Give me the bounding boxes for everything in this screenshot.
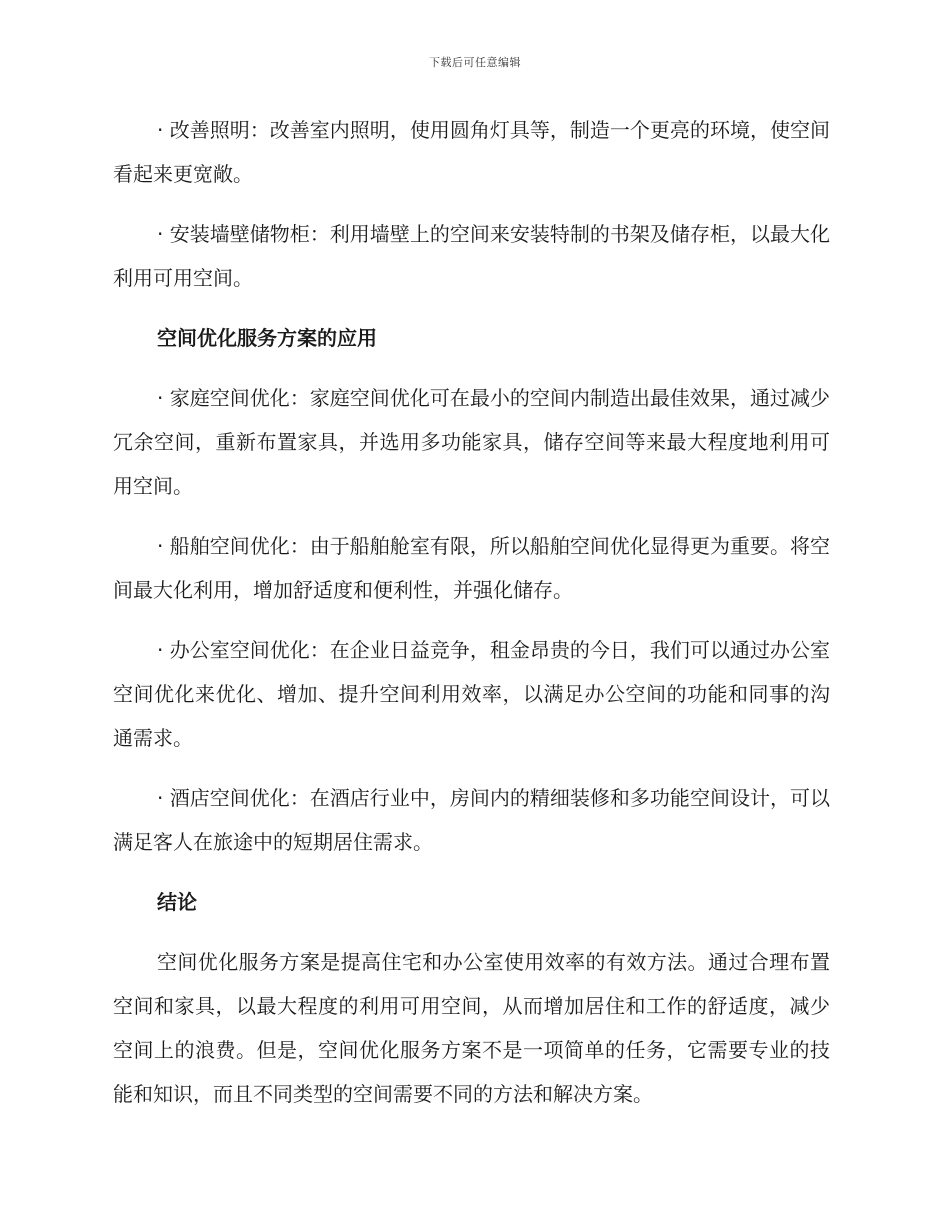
document-body	[113, 108, 830, 1132]
paragraph-office-optimization: · 办公室空间优化：在企业日益竞争，租金昂贵的今日，我们可以通过办公室空间优化来优化、增加、提升空间利用效率，以满足办公空间的功能和同事的沟通需求。	[113, 638, 830, 750]
header-note: 下载后可任意编辑	[429, 56, 521, 69]
paragraph-wall-storage: · 安装墙壁储物柜：利用墙壁上的空间来安装特制的书架及储存柜，以最大化利用可用空间。	[113, 222, 830, 290]
paragraph-conclusion: 空间优化服务方案是提高住宅和办公室使用效率的有效方法。通过合理布置空间和家具，以最大程度的利用可用空间，从而增加居住和工作的舒适度，减少空间上的浪费。但是，空间优化服务方案不是一项简单的任务，它需要专业的技能和知识，而且不同类型的空间需要不同的方法和解决方案。	[113, 950, 830, 1106]
section-heading-conclusion: 结论	[157, 890, 197, 914]
paragraph-ship-optimization: · 船舶空间优化：由于船舶舱室有限，所以船舶空间优化显得更为重要。将空间最大化利用，增加舒适度和便利性，并强化储存。	[113, 534, 830, 602]
paragraph-hotel-optimization: · 酒店空间优化：在酒店行业中，房间内的精细装修和多功能空间设计，可以满足客人在旅途中的短期居住需求。	[113, 786, 830, 854]
section-heading-applications: 空间优化服务方案的应用	[157, 326, 377, 350]
paragraph-home-optimization: · 家庭空间优化：家庭空间优化可在最小的空间内制造出最佳效果，通过减少冗余空间，重新布置家具，并选用多功能家具，储存空间等来最大程度地利用可用空间。	[113, 386, 830, 498]
paragraph-lighting: · 改善照明：改善室内照明，使用圆角灯具等，制造一个更亮的环境，使空间看起来更宽敞。	[113, 118, 830, 186]
